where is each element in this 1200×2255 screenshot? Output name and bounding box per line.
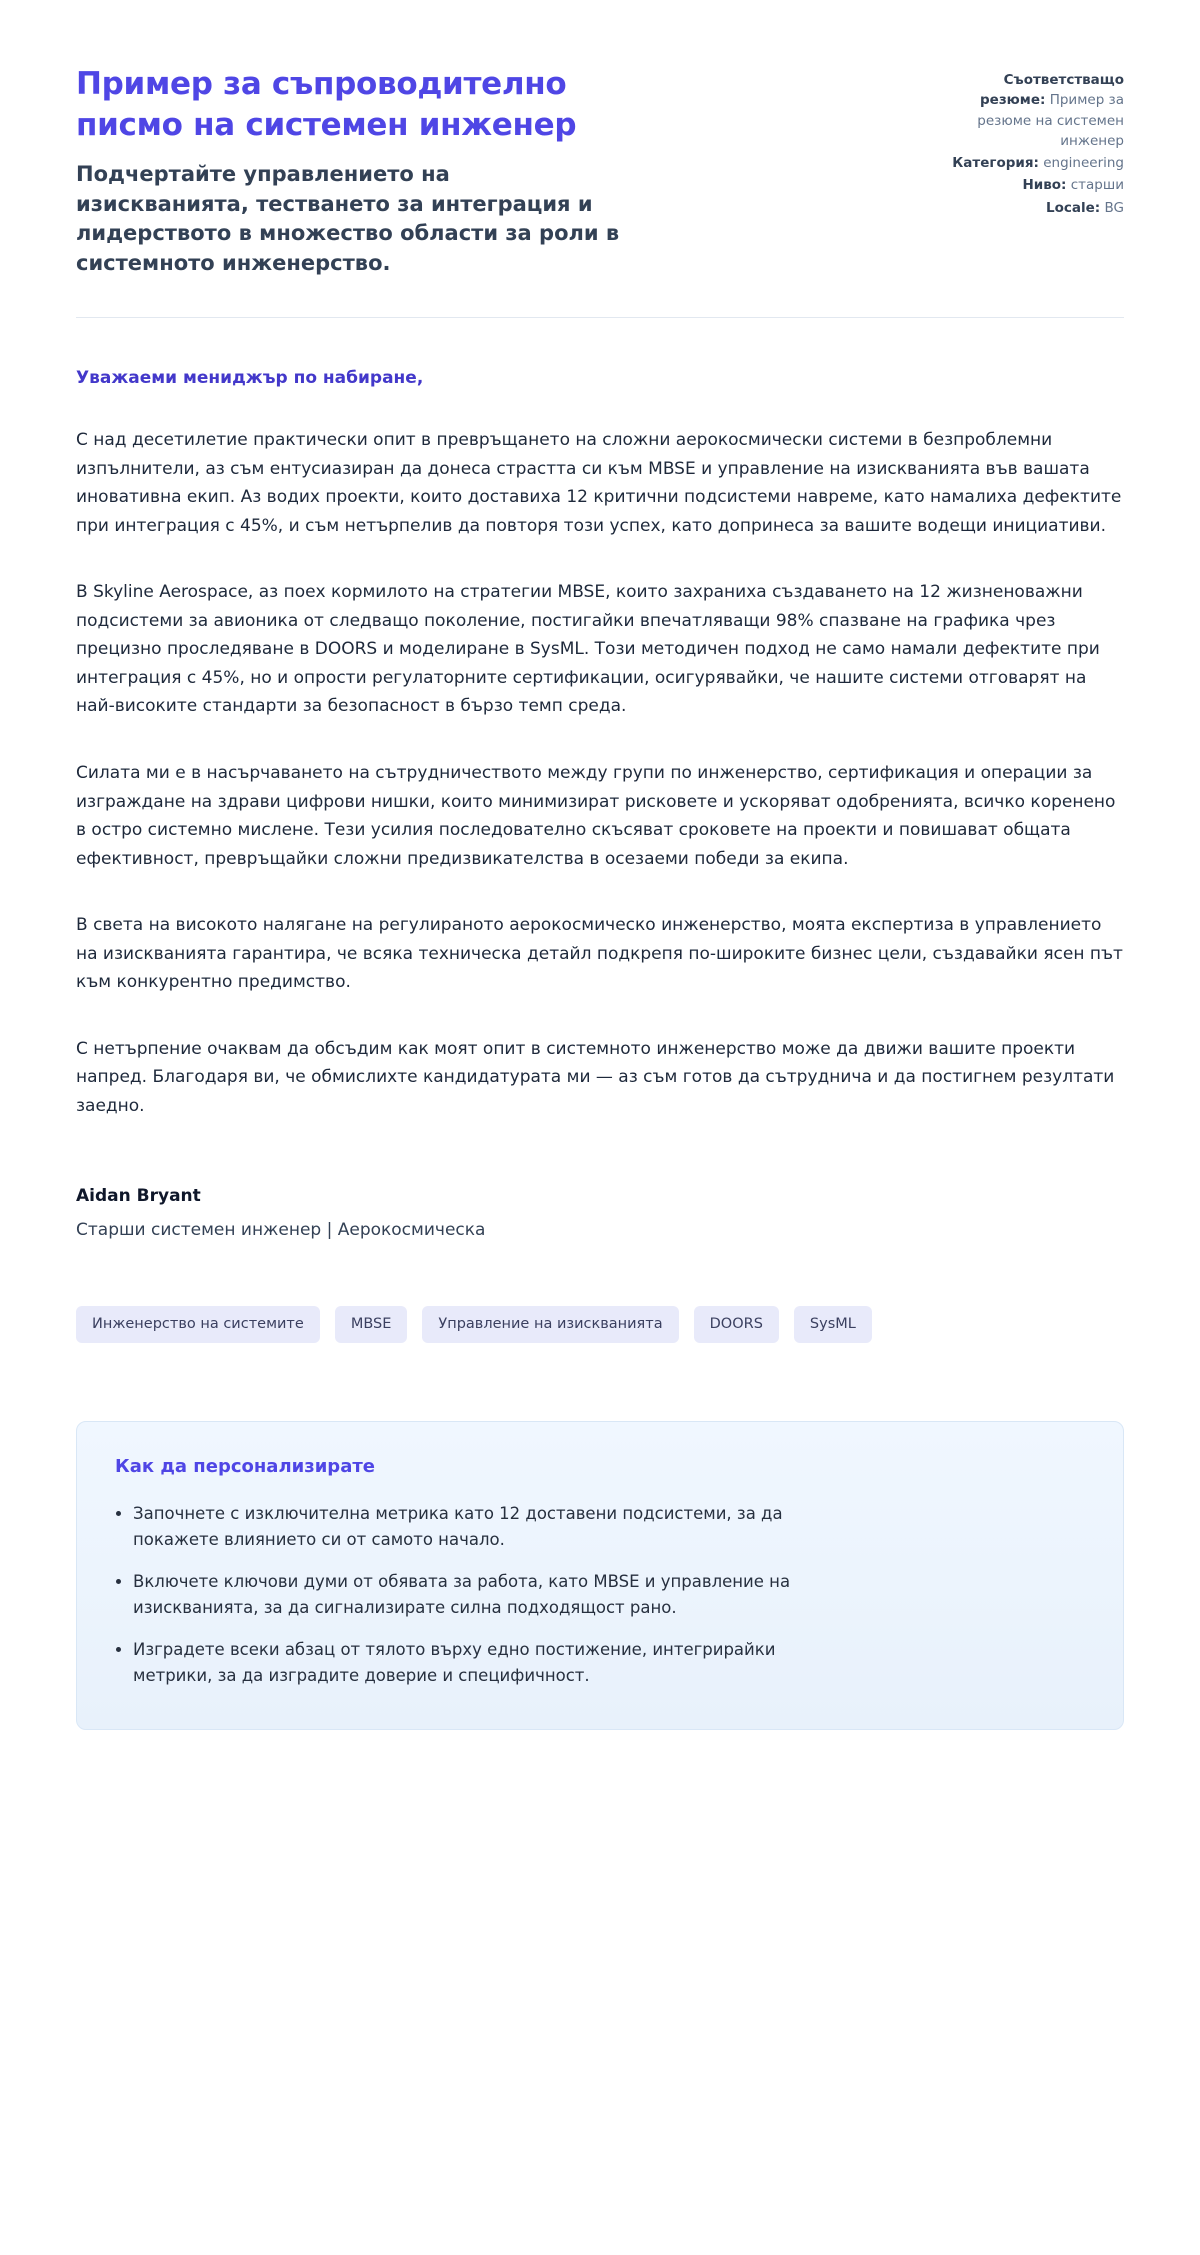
tag-list: [76, 1306, 1124, 1343]
meta-category: [952, 153, 1124, 173]
meta-locale: [952, 198, 1124, 218]
header: [76, 64, 1124, 279]
meta-category-value: engineering: [1043, 155, 1124, 171]
tips-list: [103, 1501, 803, 1689]
meta-category-label: Категория:: [952, 155, 1039, 171]
meta-matching-resume-value: Пример за резюме на системен инженер: [977, 92, 1124, 149]
meta-matching-resume-label: Съответстващо резюме:: [980, 72, 1124, 109]
tips-title: Как да персонализирате: [115, 1455, 375, 1477]
tag-chip-requirements-management: Управление на изискванията: [422, 1306, 678, 1343]
tip-item-2: • Включете ключови думи от обявата за работа, като MBSE и управление на изискванията, за да сигнализирате силна подходящост рано.: [133, 1569, 803, 1621]
tips-panel: [76, 1421, 1124, 1730]
meta-matching-resume: [952, 70, 1124, 151]
paragraph-1: С над десетилетие практически опит в превръщането на сложни аерокосмически системи в безпроблемни изпълнители, аз съм ентусиазиран да донеса страстта си към MBSE и управление на изискванията във вашата иновативна екип. Аз водих проекти, които доставиха 12 критични подсистеми навреме, като намалиха дефектите при интеграция с 45%, и съм нетърпелив да повторя този успех, като допринеса за вашите водещи инициативи.: [76, 430, 1122, 536]
header-left: [76, 64, 666, 279]
paragraph-4: В света на високото налягане на регулираното аерокосмическо инженерство, моята експертиза в управлението на изискванията гарантира, че всяка техническа детайл подкрепя по-широките бизнес цели, създавайки ясен път към конкурентно предимство.: [76, 915, 1123, 993]
tip-item-3: • Изградете всеки абзац от тялото върху едно постижение, интегрирайки метрики, за да изградите доверие и специфичност.: [133, 1637, 803, 1689]
tag-chip-doors: DOORS: [694, 1306, 779, 1343]
page-title: Пример за съпроводително писмо на системен инженер: [76, 66, 577, 143]
paragraph-2: В Skyline Aerospace, аз поех кормилото на стратегии MBSE, които захраниха създаването на 12 жизненоважни подсистеми за авионика от следващо поколение, постигайки впечатляващи 98% спазване на графика чрез прецизно проследяване в DOORS и моделиране в SysML. Този методичен подход не само намали дефектите при интеграция с 45%, но и опрости регулаторните сертификации, осигурявайки, че нашите системи отговарят на най-високите стандарти за безопасност в бързо темп среда.: [76, 582, 1100, 717]
meta-block: [952, 64, 1124, 220]
tip-item-1: • Започнете с изключителна метрика като 12 доставени подсистеми, за да покажете влиянието си от самото начало.: [133, 1501, 803, 1553]
paragraph-5: С нетърпение очаквам да обсъдим как моят опит в системното инженерство може да движи вашите проекти напред. Благодаря ви, че обмислихте кандидатурата ми — аз съм готов да сътруднича и да постигнем резултати заедно.: [76, 1038, 1115, 1116]
meta-level-value: старши: [1070, 177, 1124, 194]
letter-body: [76, 368, 1124, 1240]
meta-level: [952, 175, 1124, 195]
tag-chip-systems-engineering: Инженерство на системите: [76, 1306, 320, 1343]
meta-level-label: Ниво:: [1022, 177, 1067, 194]
salutation: Уважаеми мениджър по набиране,: [76, 368, 424, 389]
page-subtitle: Подчертайте управлението на изискванията, тестването за интеграция и лидерството в множество области за роли в системното инженерство.: [76, 161, 620, 276]
tag-chip-sysml: SysML: [794, 1306, 872, 1343]
paragraph-3: Силата ми е в насърчаването на сътрудничеството между групи по инженерство, сертификация и операции за изграждане на здрави цифрови нишки, които минимизират рисковете и ускоряват одобренията, всичко коренено в остро системно мислене. Тези усилия последователно скъсяват сроковете на проекти и повишават общата ефективност, превръщайки сложни предизвикателства в осезаеми победи за екипа.: [76, 762, 1116, 869]
meta-locale-label: Locale:: [1046, 199, 1101, 216]
signature-name: Aidan Bryant: [76, 1186, 201, 1207]
signature-role: Старши системен инженер | Аерокосмическа: [76, 1220, 486, 1241]
divider: [76, 317, 1124, 318]
meta-locale-value: BG: [1104, 199, 1124, 216]
tag-chip-mbse: MBSE: [335, 1306, 408, 1343]
